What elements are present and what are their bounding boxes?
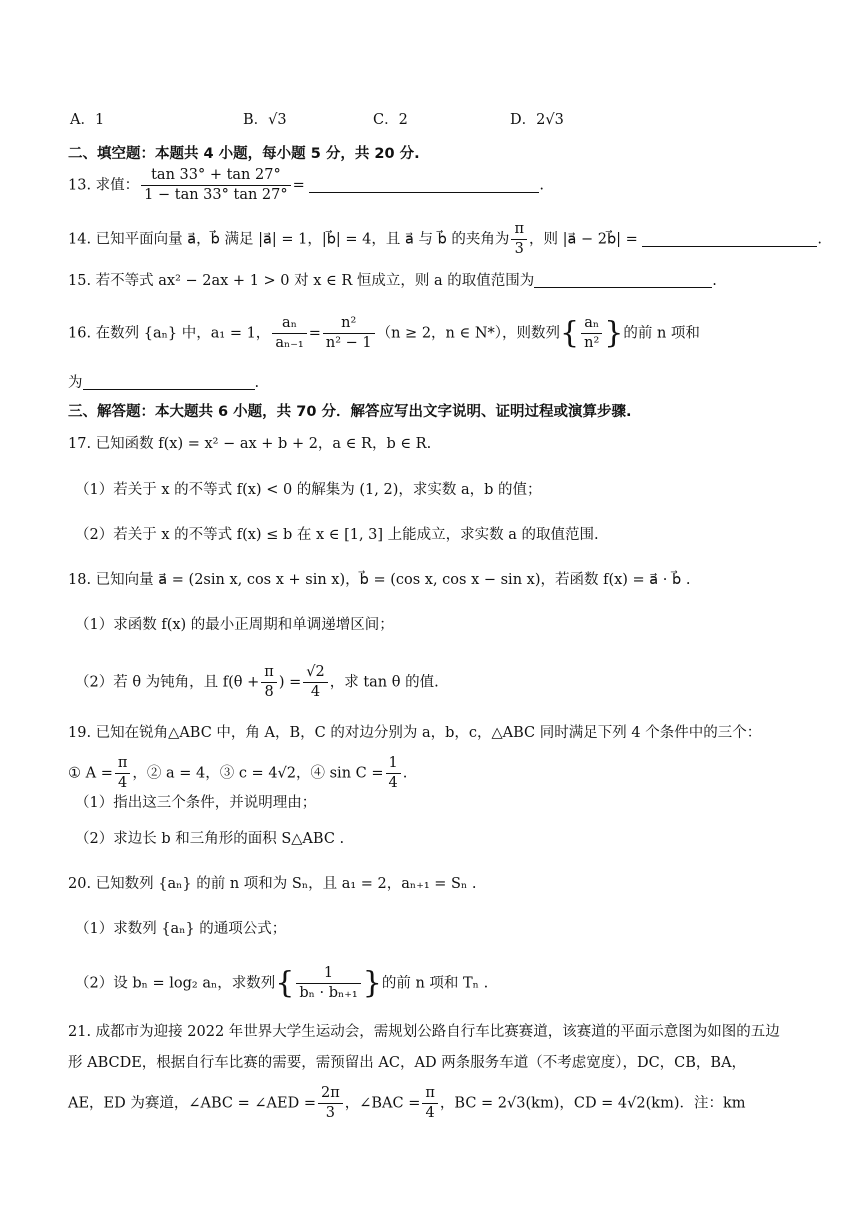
question-13: 13. 求值： $\frac{\tan 33^\circ + \tan 27^\circ}{1 - \tan 33^\circ \tan 27^\circ}$ = . xyxy=(68,167,544,203)
q13-answer-blank[interactable] xyxy=(309,176,539,193)
question-21-line1: 21. 成都市为迎接 2022 年世界大学生运动会，需规划公路自行车比赛赛道，该赛道的平面示意图为如图的五边 xyxy=(68,1024,780,1040)
question-16: 16. 在数列 {aₙ} 中，a₁ = 1， $\frac{\text{aₙ}}{\text{aₙ₋₁}}$ = $\frac{\text{n²}}{\text{n² − 1}}$ （n ≥ 2，n ∈ N*），则数列{ $\frac{\text{aₙ}}{\text{n²}}$ }的前 n 项和 xyxy=(68,315,700,351)
question-21-line2: 形 ABCDE，根据自行车比赛的需要，需预留出 AC，AD 两条服务车道（不考虑宽度），DC，CB，BA， xyxy=(68,1055,747,1071)
question-20-part2: （2）设 bₙ = log₂ aₙ，求数列{ $\frac{1}{\text{bₙ · bₙ₊₁}}$ }的前 n 项和 Tₙ . xyxy=(75,965,489,1001)
question-20-stem: 20. 已知数列 {aₙ} 的前 n 项和为 Sₙ，且 a₁ = 2，aₙ₊₁ = Sₙ . xyxy=(68,876,477,892)
question-18-part2: （2）若 θ 为钝角，且 f(θ + $\frac{\pi}{8}$ ) = $\frac{√2}{4}$ ，求 tan θ 的值. xyxy=(75,664,439,700)
option-a: A．1 xyxy=(70,112,105,128)
q15-answer-blank[interactable] xyxy=(534,271,712,288)
question-21-line3: AE，ED 为赛道，∠ABC = ∠AED = $\frac{2\pi}{3}$ ，∠BAC = $\frac{\pi}{4}$ ，BC = 2√3(km)，CD = 4√2(km)．注：km xyxy=(68,1085,746,1121)
question-19-stem: 19. 已知在锐角△ABC 中，角 A，B，C 的对边分别为 a，b，c，△ABC 同时满足下列 4 个条件中的三个： xyxy=(68,725,762,741)
question-17-part1: （1）若关于 x 的不等式 f(x) < 0 的解集为 (1, 2)，求实数 a，b 的值； xyxy=(75,482,542,498)
question-18-stem: 18. 已知向量 a⃗ = (2sin x, cos x + sin x)，b⃗ = (cos x, cos x − sin x)，若函数 f(x) = a⃗ · b⃗ . xyxy=(68,572,691,588)
question-17-part2: （2）若关于 x 的不等式 f(x) ≤ b 在 x ∈ [1, 3] 上能成立，求实数 a 的取值范围. xyxy=(75,527,599,543)
question-19-conditions: ① A = $\frac{\pi}{4}$ ，② a = 4，③ c = 4√2，④ sin C = $\frac{1}{4}$ . xyxy=(68,755,408,791)
question-16-line2: 为 . xyxy=(68,375,260,391)
option-c: C．2 xyxy=(373,112,408,128)
option-b: B．√3 xyxy=(243,112,287,128)
question-17-stem: 17. 已知函数 f(x) = x² − ax + b + 2，a ∈ R，b ∈ R. xyxy=(68,436,432,452)
section3-heading: 三、解答题：本大题共 6 小题，共 70 分．解答应写出文字说明、证明过程或演算步骤. xyxy=(68,404,632,420)
question-18-part1: （1）求函数 f(x) 的最小正周期和单调递增区间； xyxy=(75,617,394,633)
question-14: 14. 已知平面向量 a⃗，b⃗ 满足 |a⃗| = 1，|b⃗| = 4，且 a⃗ 与 b⃗ 的夹角为 $\frac{\pi}{3}$ ，则 |a⃗ − 2b⃗| = . xyxy=(68,221,823,257)
q13-fraction: $\frac{\tan 33^\circ + \tan 27^\circ}{1 - \tan 33^\circ \tan 27^\circ}$ xyxy=(141,166,290,205)
question-15: 15. 若不等式 ax² − 2ax + 1 > 0 对 x ∈ R 恒成立，则 a 的取值范围为 . xyxy=(68,273,717,289)
section2-heading: 二、填空题：本题共 4 小题，每小题 5 分，共 20 分. xyxy=(68,146,420,162)
q16-answer-blank[interactable] xyxy=(83,373,255,390)
question-20-part1: （1）求数列 {aₙ} 的通项公式； xyxy=(75,921,287,937)
option-d: D．2√3 xyxy=(510,112,564,128)
q14-answer-blank[interactable] xyxy=(642,230,817,247)
question-19-part1: （1）指出这三个条件，并说明理由； xyxy=(75,795,317,811)
question-19-part2: （2）求边长 b 和三角形的面积 S△ABC . xyxy=(75,831,345,847)
